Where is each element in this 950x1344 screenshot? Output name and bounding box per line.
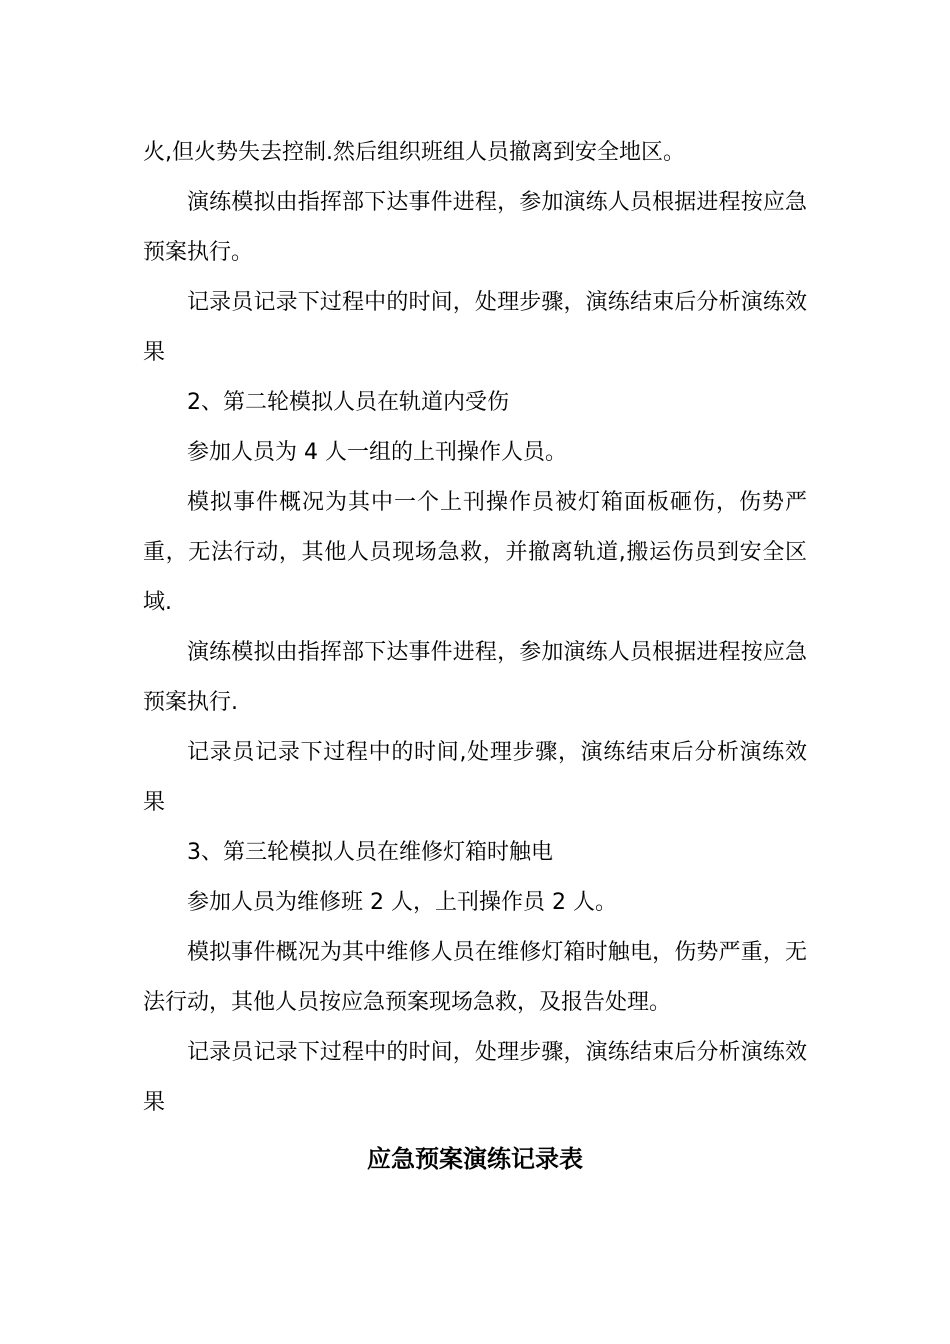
- heading-round-two: 2、第二轮模拟人员在轨道内受伤: [187, 390, 509, 415]
- heading-round-three: 3、第三轮模拟人员在维修灯箱时触电: [187, 840, 553, 865]
- paragraph-drill-progress-2: 演练模拟由指挥部下达事件进程，参加演练人员根据进程按应急预案执行.: [143, 640, 807, 715]
- paragraph-scenario-2: 模拟事件概况为其中一个上刊操作员被灯箱面板砸伤，伤势严重，无法行动，其他人员现场急救，并撤离轨道,搬运伤员到安全区域.: [143, 490, 807, 615]
- paragraph-drill-progress-1: 演练模拟由指挥部下达事件进程，参加演练人员根据进程按应急预案执行。: [143, 190, 807, 265]
- paragraph-recorder-3: 记录员记录下过程中的时间，处理步骤，演练结束后分析演练效果: [143, 1040, 807, 1115]
- paragraph-fire-evacuation: 火,但火势失去控制.然后组织班组人员撤离到安全地区。: [143, 140, 685, 165]
- paragraph-recorder-1: 记录员记录下过程中的时间，处理步骤，演练结束后分析演练效果: [143, 290, 807, 365]
- table-title: 应急预案演练记录表: [367, 1145, 583, 1173]
- paragraph-participants-2: 参加人员为 4 人一组的上刊操作人员。: [187, 440, 567, 465]
- paragraph-participants-3: 参加人员为维修班 2 人，上刊操作员 2 人。: [187, 890, 617, 915]
- document-body: [143, 128, 807, 1184]
- paragraph-recorder-2: 记录员记录下过程中的时间,处理步骤，演练结束后分析演练效果: [143, 740, 807, 815]
- paragraph-scenario-3: 模拟事件概况为其中维修人员在维修灯箱时触电，伤势严重，无法行动，其他人员按应急预案现场急救，及报告处理。: [143, 940, 807, 1015]
